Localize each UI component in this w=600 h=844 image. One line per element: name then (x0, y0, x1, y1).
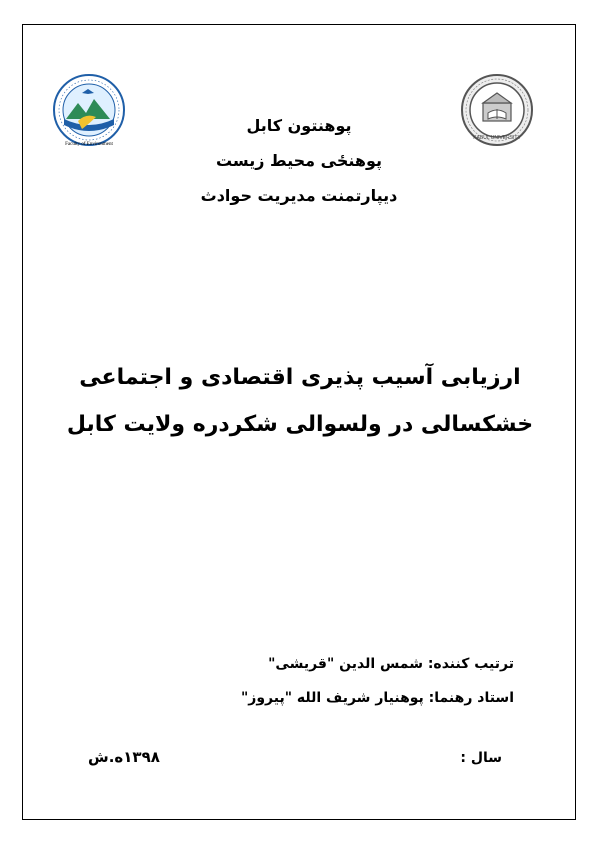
thesis-title-line-2: خشکسالی در ولسوالی شکردره ولایت کابل (66, 412, 534, 437)
thesis-title-line-1: ارزیابی آسیب پذیری اقتصادی و اجتماعی (79, 365, 521, 390)
year-label: سال : (460, 750, 502, 766)
faculty-name: پوهنځی محیط زیست (215, 151, 383, 170)
prepared-by: ترتیب کننده: شمس الدین "قریشی" (268, 656, 514, 672)
faculty-of-environment-logo-icon (52, 73, 126, 147)
year-value: ۱۳۹۸ه.ش (88, 748, 160, 766)
kabul-university-seal-icon (460, 73, 534, 147)
university-name: پوهنتون کابل (246, 116, 352, 135)
supervisor: استاد رهنما: پوهنیار شریف الله "پیروز" (241, 690, 514, 706)
department-name: دیپارتمنت مدیریت حوادث (200, 186, 398, 205)
left-logo-caption: Faculty of Environment (65, 142, 113, 147)
right-logo-caption: KABUL UNIVERSITY (473, 135, 521, 141)
